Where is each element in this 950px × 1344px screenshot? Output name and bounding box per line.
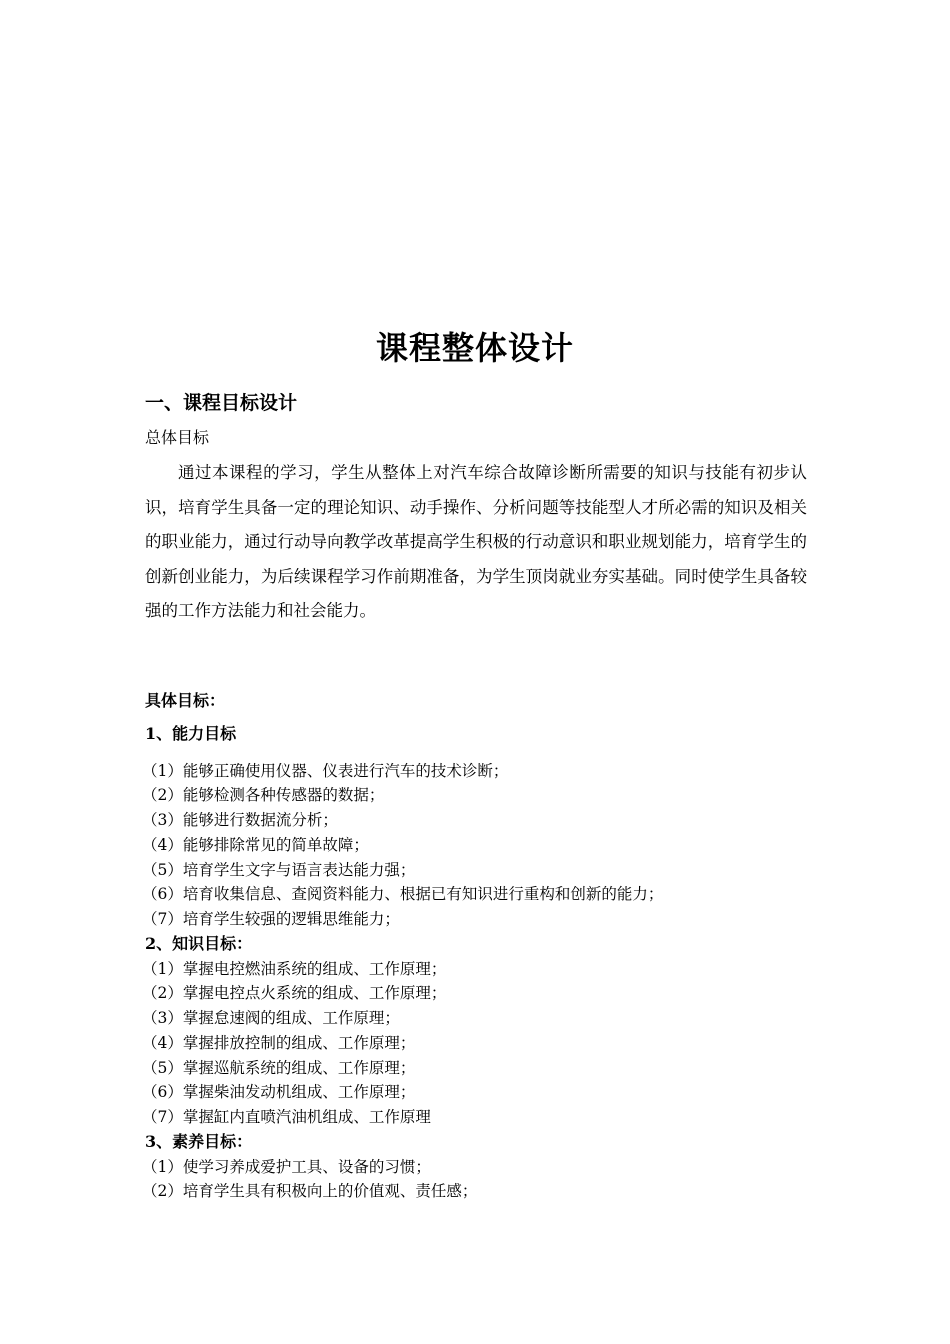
overall-goal-paragraph: 通过本课程的学习，学生从整体上对汽车综合故障诊断所需要的知识与技能有初步认识，培育学生具备一定的理论知识、动手操作、分析问题等技能型人才所必需的知识及相关的职业能力，通过行动导向教学改革提高学生积极的行动意识和职业规划能力，培育学生的创新创业能力，为后续课程学习作前期准备，为学生顶岗就业夯实基础。同时使学生具备较强的工作方法能力和社会能力。	[145, 463, 807, 620]
list-item: （4）能够排除常见的简单故障；	[142, 835, 369, 854]
list-item: （2）培育学生具有积极向上的价值观、责任感；	[142, 1182, 478, 1201]
page-title: 课程整体设计	[375, 329, 574, 367]
list-item: （5）掌握巡航系统的组成、工作原理；	[142, 1058, 416, 1077]
quality-goals-block	[142, 1130, 825, 1204]
list-item: （6）掌握柴油发动机组成、工作原理；	[142, 1083, 416, 1102]
overall-goal-label: 总体目标	[145, 428, 210, 447]
knowledge-goals-heading: 2、知识目标：	[145, 934, 253, 953]
list-item: （1）掌握电控燃油系统的组成、工作原理；	[142, 959, 447, 978]
list-item: （7）掌握缸内直喷汽油机组成、工作原理	[142, 1107, 431, 1126]
knowledge-goals-list	[142, 957, 825, 1130]
specific-goals-label: 具体目标：	[145, 691, 226, 710]
section-heading-course-goals: 一、课程目标设计	[145, 392, 298, 414]
quality-goals-heading: 3、素养目标：	[145, 1132, 253, 1151]
list-item: （5）培育学生文字与语言表达能力强；	[142, 860, 416, 879]
list-item: （4）掌握排放控制的组成、工作原理；	[142, 1033, 416, 1052]
list-item: （2）能够检测各种传感器的数据；	[142, 786, 385, 805]
list-item: （1）使学习养成爱护工具、设备的习惯；	[142, 1157, 431, 1176]
list-item: （3）能够进行数据流分析；	[142, 811, 338, 830]
list-item: （1）能够正确使用仪器、仪表进行汽车的技术诊断；	[142, 761, 509, 780]
knowledge-goals-block	[142, 932, 825, 1130]
quality-goals-list	[142, 1155, 825, 1204]
list-item: （3）掌握怠速阀的组成、工作原理；	[142, 1009, 400, 1028]
list-item: （7）培育学生较强的逻辑思维能力；	[142, 909, 400, 928]
list-item: （2）掌握电控点火系统的组成、工作原理；	[142, 984, 447, 1003]
ability-goals-heading: 1、能力目标	[145, 724, 237, 743]
ability-goals-block	[142, 722, 825, 932]
ability-goals-list	[142, 759, 825, 932]
list-item: （6）培育收集信息、查阅资料能力、根据已有知识进行重构和创新的能力；	[142, 885, 664, 904]
